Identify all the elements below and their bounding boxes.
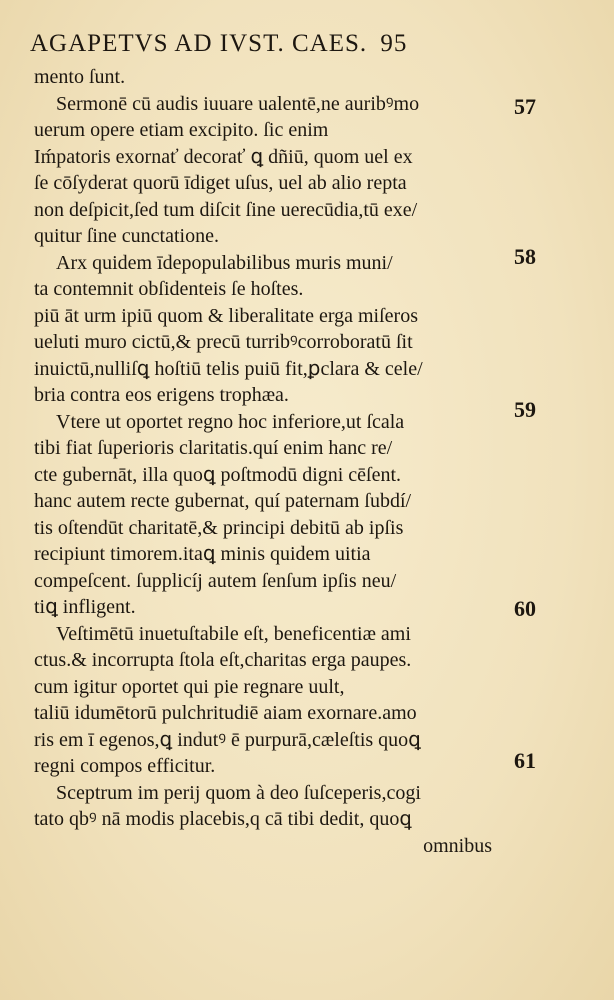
text-line: piū āt urm ipiū quom & liberalitate erga miſeros — [34, 304, 418, 327]
text-line: Veſtimētū inuetuſtabile eſt, beneficentiæ ami — [56, 622, 411, 645]
text-line: mento ſunt. — [34, 66, 126, 88]
body-text — [34, 64, 504, 859]
text-line: ta contemnit obſidenteis ſe hoſtes. — [34, 278, 304, 300]
text-line: cte gubernāt, illa quoꝗ poſtmodū digni cēſent. — [34, 463, 402, 486]
catchword: omnibus — [423, 834, 492, 857]
text-line: uerum opere etiam excipito. ſic enim — [34, 119, 329, 141]
text-line: hanc autem recte gubernat, quí paternam ſubdí/ — [34, 490, 412, 512]
text-line: ueluti muro cictū,& precū turribꝰcorroboratū ſit — [34, 331, 413, 353]
text-line: Arx quidem īdepopulabilibus muris muni/ — [56, 251, 393, 274]
text-line: cum igitur oportet qui pie regnare uult, — [34, 675, 345, 698]
text-line: recipiunt timorem.itaꝗ minis quidem uitia — [34, 543, 371, 565]
text-line: tibi fiat ſuperioris claritatis.quí enim hanc re/ — [34, 437, 393, 459]
text-line: tis oſtendūt charitatē,& principi debitū ab ipſis — [34, 516, 404, 539]
margin-number: 58 — [514, 244, 536, 269]
text-line: tato qbꝰ nā modis placebis,q cā tibi dedit, quoꝗ — [34, 808, 412, 830]
margin-number: 61 — [514, 748, 536, 773]
text-line: tiꝗ infligent. — [34, 596, 136, 618]
text-line: taliū idumētorū pulchritudiē aiam exornare.amo — [34, 702, 417, 724]
text-line: quitur ſine cunctatione. — [34, 225, 219, 247]
text-line: bria contra eos erigens trophæa. — [34, 384, 289, 406]
text-line: Vtere ut oportet regno hoc inferiore,ut ſcala — [56, 410, 405, 433]
text-line: inuictū,nulliſꝗ hoſtiū telis puiū fit,ꝑclara & cele/ — [34, 357, 423, 380]
running-head — [30, 30, 500, 58]
text-line: ſe cōſyderat quorū īdiget uſus, uel ab alio repta — [34, 172, 407, 194]
text-line: Sceptrum im perij quom à deo ſuſceperis,cogi — [56, 781, 421, 804]
text-line: ris em ī egenos,ꝗ indutꝰ ē purpurā,cæleſtis quoꝗ — [34, 728, 421, 751]
text-line: Sermonē cū audis iuuare ualentē,ne auribꝰmo — [56, 92, 420, 115]
running-title: AGAPETVS AD IVST. CAES. — [30, 30, 368, 57]
text-line: compeſcent. ſupplicíj autem ſenſum ipſis neu/ — [34, 569, 397, 592]
text-line: regni compos efficitur. — [34, 755, 216, 777]
margin-number: 60 — [514, 596, 536, 621]
margin-number: 57 — [514, 94, 536, 119]
text-line: Iḿpatoris exornať decorať ꝗ dñiū, quom uel ex — [34, 145, 413, 168]
text-line: non deſpicit,ſed tum diſcit ſine uerecūdia,tū exe/ — [34, 198, 418, 221]
folio-number: 95 — [380, 30, 408, 57]
margin-number: 59 — [514, 397, 536, 422]
text-line: ctus.& incorrupta ſtola eſt,charitas erga paupes. — [34, 649, 412, 671]
